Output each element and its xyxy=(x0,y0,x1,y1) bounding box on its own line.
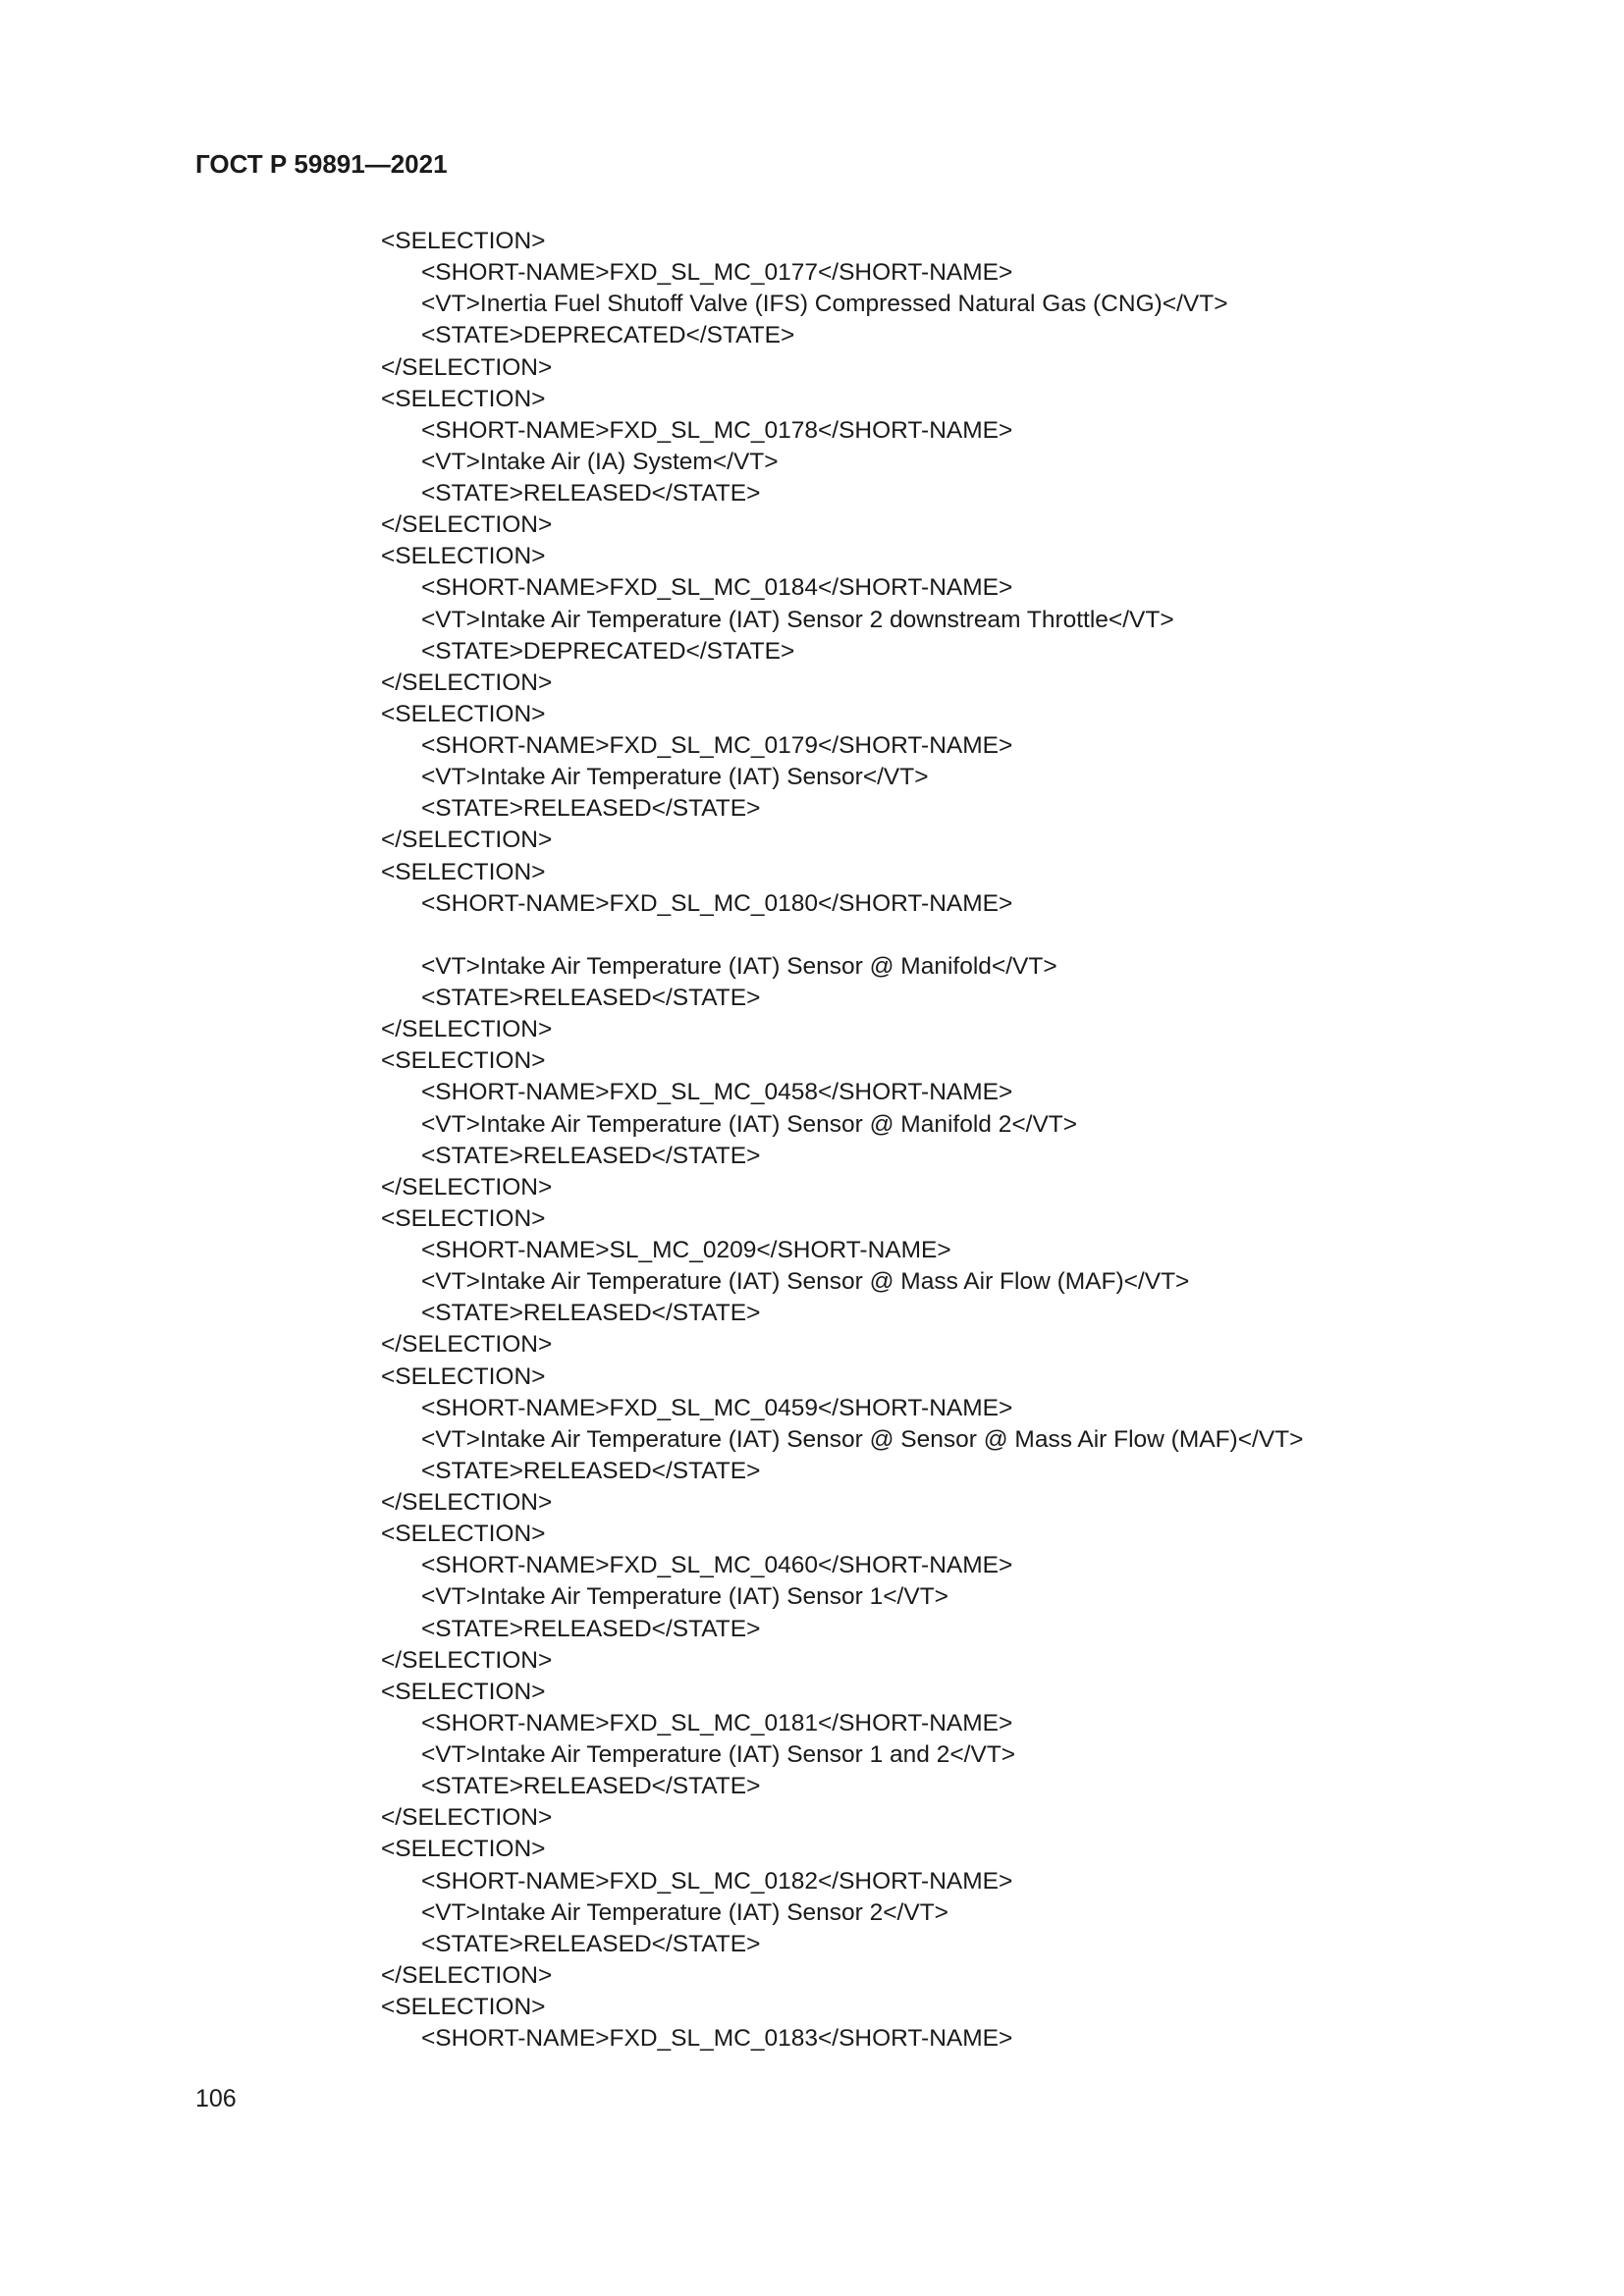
code-line: <SELECTION> xyxy=(381,1678,546,1705)
code-line: <VT>Intake Air Temperature (IAT) Sensor 2 downstream Throttle</VT> xyxy=(421,606,1174,633)
code-line: <STATE>RELEASED</STATE> xyxy=(421,1773,761,1800)
code-line: <STATE>RELEASED</STATE> xyxy=(421,1457,761,1484)
code-line: </SELECTION> xyxy=(381,1016,553,1043)
code-line: </SELECTION> xyxy=(381,511,553,539)
code-line: <STATE>DEPRECATED</STATE> xyxy=(421,322,795,349)
code-line: <SELECTION> xyxy=(381,1362,546,1390)
code-line: <VT>Intake Air Temperature (IAT) Sensor @ Sensor @ Mass Air Flow (MAF)</VT> xyxy=(421,1425,1304,1453)
code-line: <SELECTION> xyxy=(381,700,546,727)
code-line: <VT>Intake Air Temperature (IAT) Sensor @ Manifold</VT> xyxy=(421,952,1057,980)
code-line: </SELECTION> xyxy=(381,1489,553,1516)
code-line xyxy=(381,920,1303,951)
code-line: <SHORT-NAME>FXD_SL_MC_0458</SHORT-NAME> xyxy=(421,1079,1013,1106)
code-line: <SHORT-NAME>FXD_SL_MC_0177</SHORT-NAME> xyxy=(421,259,1013,287)
code-line: </SELECTION> xyxy=(381,827,553,854)
code-line: <SHORT-NAME>FXD_SL_MC_0182</SHORT-NAME> xyxy=(421,1867,1013,1895)
code-line: </SELECTION> xyxy=(381,668,553,696)
code-line: <SELECTION> xyxy=(381,1836,546,1863)
code-line: <SHORT-NAME>FXD_SL_MC_0460</SHORT-NAME> xyxy=(421,1552,1013,1579)
code-line: <SELECTION> xyxy=(381,228,546,254)
code-line: <SHORT-NAME>FXD_SL_MC_0183</SHORT-NAME> xyxy=(421,2025,1013,2053)
code-line: <SHORT-NAME>FXD_SL_MC_0179</SHORT-NAME> xyxy=(421,732,1013,759)
code-line: </SELECTION> xyxy=(381,1173,553,1201)
code-line: </SELECTION> xyxy=(381,1646,553,1674)
code-line: <SHORT-NAME>FXD_SL_MC_0178</SHORT-NAME> xyxy=(421,416,1013,444)
code-line: <STATE>DEPRECATED</STATE> xyxy=(421,637,795,665)
code-line: <STATE>RELEASED</STATE> xyxy=(421,985,761,1011)
code-line: <SHORT-NAME>FXD_SL_MC_0180</SHORT-NAME> xyxy=(421,889,1013,917)
document-header: ГОСТ Р 59891—2021 xyxy=(195,149,448,179)
code-line: </SELECTION> xyxy=(381,1961,553,1989)
code-line: <VT>Intake Air Temperature (IAT) Sensor 1 and 2</VT> xyxy=(421,1741,1016,1768)
code-line: <STATE>RELEASED</STATE> xyxy=(421,795,761,823)
code-line: <STATE>RELEASED</STATE> xyxy=(421,1930,761,1957)
code-line: <VT>Inertia Fuel Shutoff Valve (IFS) Compressed Natural Gas (CNG)</VT> xyxy=(421,291,1228,318)
xml-code-listing xyxy=(381,226,1303,2055)
code-line: <STATE>RELEASED</STATE> xyxy=(421,1615,761,1642)
code-line: <SELECTION> xyxy=(381,1204,546,1232)
code-line: <SELECTION> xyxy=(381,1994,546,2020)
code-line: <VT>Intake Air Temperature (IAT) Sensor @ Mass Air Flow (MAF)</VT> xyxy=(421,1268,1190,1296)
code-line: </SELECTION> xyxy=(381,1804,553,1832)
code-line: <SELECTION> xyxy=(381,385,546,412)
code-line: <STATE>RELEASED</STATE> xyxy=(421,1300,761,1327)
code-line: <SHORT-NAME>FXD_SL_MC_0459</SHORT-NAME> xyxy=(421,1394,1013,1421)
code-line: <SHORT-NAME>FXD_SL_MC_0181</SHORT-NAME> xyxy=(421,1709,1013,1736)
code-line: <VT>Intake Air Temperature (IAT) Sensor 1</VT> xyxy=(421,1583,948,1611)
code-line: <VT>Intake Air Temperature (IAT) Sensor</VT> xyxy=(421,764,929,791)
code-line: <SHORT-NAME>FXD_SL_MC_0184</SHORT-NAME> xyxy=(421,574,1013,602)
code-line: </SELECTION> xyxy=(381,353,553,381)
code-line: <VT>Intake Air Temperature (IAT) Sensor @ Manifold 2</VT> xyxy=(421,1110,1078,1138)
code-line: <SELECTION> xyxy=(381,858,546,885)
code-line: <SHORT-NAME>SL_MC_0209</SHORT-NAME> xyxy=(421,1237,951,1263)
code-line: <SELECTION> xyxy=(381,1521,546,1548)
code-line: <SELECTION> xyxy=(381,1047,546,1075)
page-number: 106 xyxy=(195,2085,237,2112)
code-line: <SELECTION> xyxy=(381,543,546,570)
code-line: </SELECTION> xyxy=(381,1331,553,1359)
code-line: <VT>Intake Air Temperature (IAT) Sensor 2</VT> xyxy=(421,1898,948,1926)
code-line: <VT>Intake Air (IA) System</VT> xyxy=(421,448,779,475)
code-line: <STATE>RELEASED</STATE> xyxy=(421,480,761,507)
code-line: <STATE>RELEASED</STATE> xyxy=(421,1142,761,1169)
